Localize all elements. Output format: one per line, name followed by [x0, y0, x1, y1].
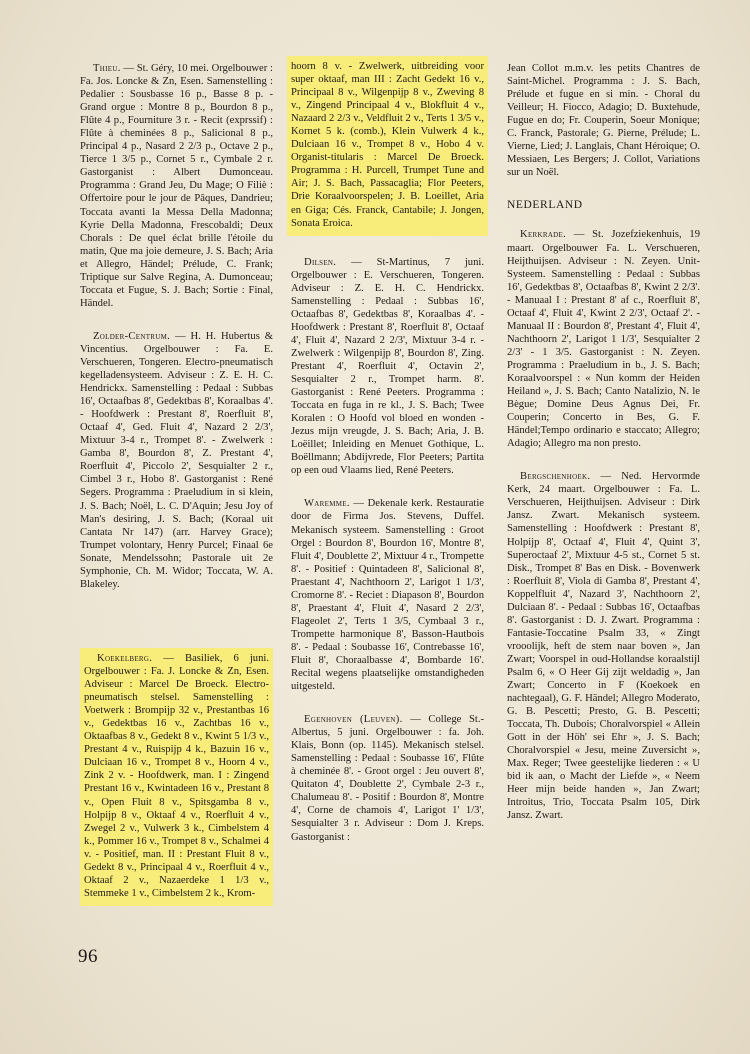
entry-koekelberg-continued-highlighted	[287, 56, 488, 236]
column-3	[507, 62, 700, 843]
entry-egenhoven	[291, 713, 484, 843]
entry-text: — Ned. Hervormde Kerk, 24 maart. Orgelbouwer : Fa. L. Verschueren, Heijthuijsen. Adviseur : Dirk Jansz. Zwart. Mekanisch systeem. Samenstelling : Hoofdwerk : Prestant 8', Holpijp 8', Octaaf 4', Fluit 4', Quint 3', Superoctaaf 2', Mixtuur 4-5 st., Cornet 5 st. Disk., Trompet 8' Bas en Disk. - Bovenwerk : Roerfluit 8', Viola di Gamba 8', Prestant 4', Koppelfluit 4', Nazard 3', Nachthoorn 2', Dulciaan 8'. - Pedaal : Subbas 16', Octaafbas 8'. Gastorganist : D. J. Zwart. Programma : Fantasie-Toccatine Psalm 33, « Zingt vrooolijk, heft de stem naar boven », Jan Zwart; Voorspel in oud-Hollandse koraalstijl Psalm 6, « O Heer Gij zijt weldadig », Jan Zwart; Concerto in F (Koekoek en nachtegaal), G. F. Händel; Allegro Moderato, G. B. Pescetti; Presto, G. B. Pescetti; Toccata, Th. Dubois; Choralvorspiel « Allein Gott in der Höh' sei Ehr », J. S. Bach; Choralvorspiel « Jesu, meine Zuversicht », Max. Reger; Twee geestelijke liederen : « U bid ik aan, o Macht der Liefde », « Neem Heer mijn beide handen », Jan Zwart; Introitus, Trio, Toccata Psalm 105, Dirk Jansz. Zwart.	[507, 471, 700, 822]
place-name: Waremme.	[304, 498, 350, 510]
entry-text: — Dekenale kerk. Restauratie door de Firma Jos. Stevens, Duffel. Mekanisch systeem. Samenstelling : Groot Orgel : Bourdon 8', Bourdon 16', Montre 8', Fluit 4', Doublette 2', Mixtuur 4 r., Trompette 8'. - Positief : Quintadeen 8', Salicional 8', Praestant 4', Nachthoorn 2', Larigot 1 1/3', Cromorne 8'. - Reciet : Diapason 8', Bourdon 8', Praestant 4', Fluit 4', Nasard 2 2/3', Flageolet 2', Terts 1 3/5, Cymbaal 3 r., Trompette harmonique 8', Basson-Hautbois 8'. - Pedaal : Soubasse 16', Contrebasse 16', Fluit 8', Choraalbasse 4', Bombarde 16'. Recital wegens plaatselijke omstandigheden uitgesteld.	[291, 498, 484, 693]
entry-text: — H. H. Hubertus & Vincentius. Orgelbouwer : Fa. E. Verschueren, Tongeren. Electro-pneumatisch kegelladensysteem. Adviseur : Z. E. H. C. Hendrickx. Samenstelling : Pedaal : Subbas 16', Octaafbas 8', Gedektbas 8', Koraalbas 4'. - Hoofdwerk : Prestant 8', Roerfluit 8', Octaaf 4', Ged. Fluit 4', Nazard 2 2/3', Mixtuur 3-4 r., Trompet 8'. - Zwelwerk : Gamba 8', Bourdon 8', Z. Prestant 4', Roerfluit 4', Piccolo 2', Sesquialter 2 r., Cimbel 3 r., Hobo 8'. Gastorganist : René Segers. Programma : Praeludium in si klein, J. S. Bach; Noël, L. C. D'Aquin; Jesu Joy of Man's desiring, J. S. Bach; (Koraal uit Cantata Nr 147) (arr. Harvey Grace); Trumpet volontary, Henry Purcel; Finaal 6e Sonate, Mendelssohn; Pastorale uit 2e Symphonie, Ch. M. Widor; Toccata, W. A. Blakeley.	[80, 330, 273, 590]
entry-text: — College St.-Albertus, 5 juni. Orgelbouwer : fa. Joh. Klais, Bonn (op. 1145). Mekanisch stelsel. Samenstelling : Pedaal : Soubasse 16', Flûte à cheminée 8'. - Groot orgel : Jeu ouvert 8', Quitaton 4', Doublette 2', Cymbale 2-3 r., Chalumeau 8'. - Positif : Bourdon 8', Montre 4', Corne de chamois 4', Larigot 1' 1/3', Sesquialter 3 r. Adviseur : Dom J. Kreps. Gastorganist :	[291, 714, 484, 843]
section-heading: NEDERLAND	[507, 199, 583, 212]
entry-waremme	[291, 497, 484, 693]
place-name: Egenhoven (Leuven).	[304, 714, 403, 726]
entry-text: hoorn 8 v. - Zwelwerk, uitbreiding voor super oktaaf, man III : Zacht Gedekt 16 v., Principaal 8 v., Wilgenpijp 8 v., Zweving 8 v., Zingend Principaal 4 v., Blokfluit 4 v., Nazaard 2 2/3 v., Veldfluit 2 v., Terts 1 3/5 v., Kornet 5 k. (comb.), Klein Vulwerk 4 k., Dulciaan 16 v., Trompet 8 v., Hobo 4 v. Organist-titularis : Marcel De Broeck. Programma : H. Purcell, Trumpet Tune and Air; J. S. Bach, Passacaglia; Flor Peeters, Drie Koraalvoorspelen; J. B. Loeillet, Aria en Giga; Cés. Franck, Cantabile; J. Jongen, Sonata Eroica.	[291, 61, 484, 229]
entry-koekelberg-highlighted	[80, 648, 273, 906]
place-name: Dilsen.	[304, 256, 337, 268]
entry-text: Jean Collot m.m.v. les petits Chantres de Saint-Michel. Programma : J. S. Bach, Prélude et fugue en si min. - Choral du Veilleur; H. Fiocco, Adagio; D. Buxtehude, Fugue en do; Fr. Couperin, Soeur Monique; C. Franck, Pastorale; G. Pierne, Prélude; L. Vierne, Lied; J. Langlais, Chant Héroique; O. Messiaen, Les Bergers; J. Collot, Variations sur un Noël.	[507, 63, 700, 179]
page-number: 96	[78, 946, 98, 967]
entry-text: — Basiliek, 6 juni. Orgelbouwer : Fa. J. Loncke & Zn, Esen. Adviseur : Marcel De Broeck. Electro-pneumatisch stelsel. Samenstelling : Voetwerk : Brompijp 32 v., Prestantbas 16 v., Gedektbas 16 v., Zachtbas 16 v., Oktaafbas 8 v., Gedekt 8 v., Kwint 5 1/3 v., Prestant 4 v., Ruispijp 4 k., Bazuin 16 v., Dulciaan 16 v., Trompet 8 v., Hoorn 4 v., Zink 2 v. - Hoofdwerk, man. I : Zingend Prestant 16 v., Kwintadeen 16 v., Prestant 8 v., Open Fluit 8 v., Spitsgamba 8 v., Holpijp 8 v., Oktaaf 4 v., Roerfluit 4 v., Zwegel 2 v., Vulwerk 3 k., Cimbelstem 4 k., Pommer 16 v., Trompet 8 v., Schalmei 4 v. - Positief, man. II : Prestant Fluit 8 v., Gedekt 8 v., Principaal 4 v., Roerfluit 4 v., Oktaaf 2 v., Nazaerdeke 1 1/3 v., Stemmeke 1 v., Cimbelstem 2 k., Krom-	[84, 653, 269, 899]
entry-text: — St. Géry, 10 mei. Orgelbouwer : Fa. Jos. Loncke & Zn, Esen. Samenstelling : Pedalier : Sousbasse 16 p., Basse 8 p. - Grand orgue : Montre 8 p., Bourdon 8 p., Flûte 4 p., Fourniture 3 r. - Recit (exprssif) : Flûte à cheminées 8 p., Salicional 8 p., Principal 4 p., Nasard 2 2/3 p., Octave 2 p., Tierce 1 3/5 p., Cornet 5 r., Cymbale 2 r. Gastorganist : Albert Dumonceau. Programma : Grand Jeu, Du Mage; O Filiè : Offertoire pour le jour de Pâques, Dandrieu; Toccata avanti la Messa Della Madonna; Kyrie Della Madonna, Frescobaldi; Deux Chorals : De quel éclat brille l'étoile du matin, Que ma joie demeure, J. S. Bach; Aria et Allegro, Händel; Prélude, C. Frank; Triptique sur Salve Regina, A. Dumonceau; Toccata et Fugue, S. J. Bach; Sortie : Final, Händel.	[80, 63, 273, 309]
column-2	[291, 62, 484, 864]
place-name: Thieu.	[93, 63, 121, 74]
entry-dilsen	[291, 256, 484, 478]
place-name: Kerkrade.	[520, 229, 567, 241]
entry-egenhoven-continued	[507, 62, 700, 179]
entry-thieu	[80, 62, 273, 310]
entry-text: — St. Jozefziekenhuis, 19 maart. Orgelbouwer Fa. L. Verschueren, Heijthuijsen. Adviseur : N. Zeyen. Unit-Systeem. Samenstelling : Pedaal : Subbas 16', Gedektbas 8', Octaafbas 8', Kwint 2 2/3'. - Manuaal I : Prestant 8' af c., Roerfluit 8', Octaaf 4', Fluit 4', Kwint 2 2/3', Octaaf 2'. - Manuaal II : Bourdon 8', Prestant 4', Fluit 4', Nachthoorn 2', Larigot 1 1/3', Sesquialter 2 2/3' - 1 3/5. Gastorganist : N. Zeyen. Programma : Praeludium in b., J. S. Bach; Koraalvoorspel : « Nun komm der Heiden Heiland », J. S. Bach; Canto Natalizio, N. le Bègue; Domine Deus Agnus Dei, Fr. Couperin; Concerto in Bes, G. F. Händel;Tempo ordinario e staccato; Allegro; Adagio; Allegro ma non presto.	[507, 229, 701, 450]
place-name: Bergschenhoek.	[520, 471, 591, 483]
entry-kerkrade	[507, 228, 700, 450]
column-1	[80, 62, 273, 899]
entry-bergschenhoek	[507, 470, 700, 822]
place-name: Koekelberg.	[97, 653, 153, 664]
entry-zolder-centrum	[80, 330, 273, 591]
place-name: Zolder-Centrum.	[93, 330, 171, 342]
entry-text: — St-Martinus, 7 juni. Orgelbouwer : E. Verschueren, Tongeren. Adviseur : Z. E. H. C. Hendrickx. Samenstelling : Pedaal : Subbas 16', Octaafbas 8', Gedektbas 8', Koraalbas 4'. - Hoofdwerk : Prestant 8', Roerfluit 8', Octaaf 4', Fluit 4', Nazard 2 2/3', Mixtuur 3-4 r. - Zwelwerk : Wilgenpijp 8', Bourdon 8', Zing. Prestant 4', Roerfluit 4', Octavin 2', Sesquialter 2 r., Trompet harm. 8'. Gastorganist : René Peeters. Programma : Toccata en fuga in re kl., J. S. Bach; Twee Koralen : O Hoofd vol bloed en wonden - Jezus mijn vreugde, J. S. Bach; Aria, J. B. Loëillet; Inleiding en Menuet Gothique, L. Boëllmann; Abdijvrede, Flor Peeters; Partita op een oud Vlaams lied, René Peeters.	[291, 256, 484, 477]
